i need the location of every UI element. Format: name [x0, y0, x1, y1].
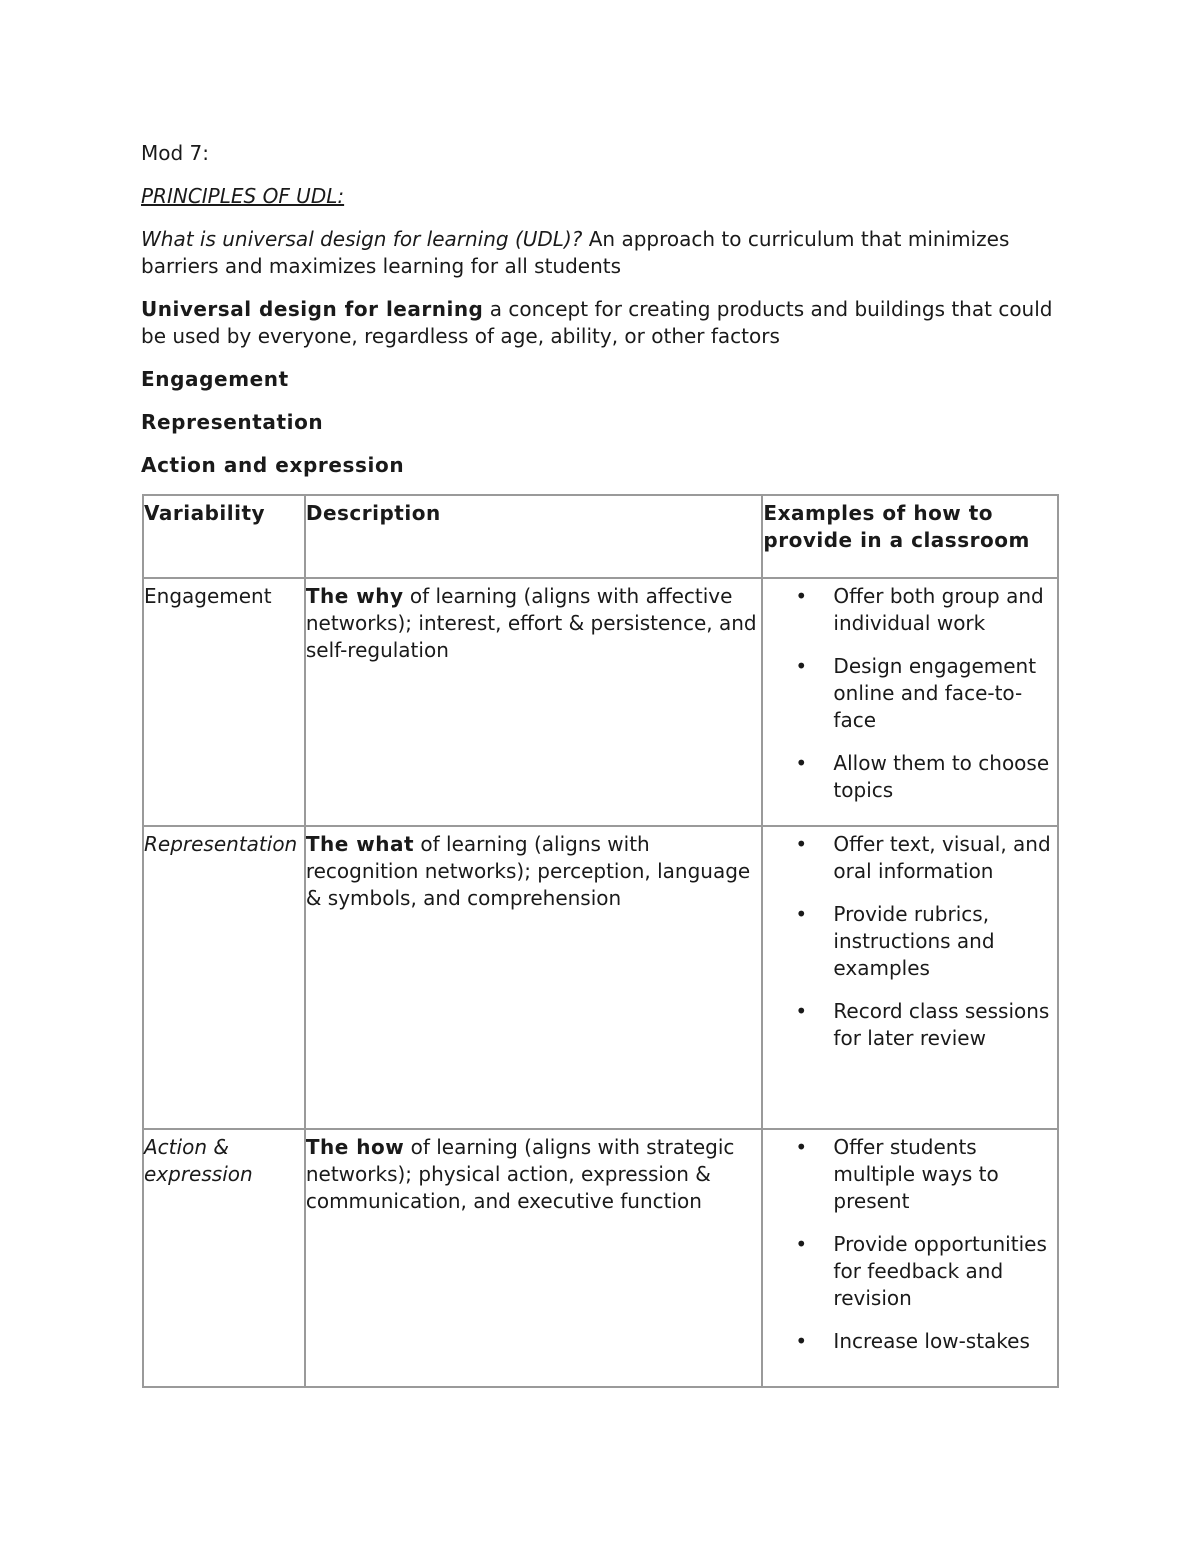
table-row [143, 826, 1058, 1129]
bullet-icon: • [795, 1329, 808, 1353]
example-text: Design engagement online and face-to-face [833, 654, 1037, 732]
description-text: of learning (aligns with affective networks); interest, effort & persistence, and self-regulation [305, 584, 757, 662]
cell-description [305, 826, 763, 1129]
cell-examples [762, 578, 1058, 826]
bullet-icon: • [795, 902, 808, 926]
variability-label: Representation [144, 832, 298, 856]
bullet-icon: • [795, 999, 808, 1023]
description-text: of learning (aligns with strategic networks); physical action, expression & communication, and executive function [305, 1135, 735, 1213]
list-item [763, 653, 1057, 734]
table-row [143, 578, 1058, 826]
cell-examples [762, 826, 1058, 1129]
bullet-icon: • [795, 584, 808, 608]
list-item [763, 831, 1057, 885]
example-text: Offer both group and individual work [833, 584, 1044, 635]
examples-list [763, 583, 1057, 804]
list-item [763, 1134, 1057, 1215]
example-text: Provide rubrics, instructions and examples [833, 902, 995, 980]
description-bold: The how [305, 1135, 405, 1159]
table-row [143, 1129, 1058, 1387]
document-body [141, 140, 1061, 495]
bullet-icon: • [795, 751, 808, 775]
examples-list [763, 1134, 1057, 1355]
cell-examples [762, 1129, 1058, 1387]
list-item [763, 998, 1057, 1052]
heading-action-expression: Action and expression [141, 453, 405, 477]
bullet-icon: • [795, 1232, 808, 1256]
variability-label: Action & expression [144, 1135, 253, 1186]
cell-description [305, 1129, 763, 1387]
header-variability [143, 495, 305, 578]
header-examples [762, 495, 1058, 578]
udl-answer: An approach to curriculum that minimizes barriers and maximizes learning for all students [141, 227, 1010, 278]
header-examples-label: Examples of how to provide in a classroom [763, 501, 1030, 552]
description-bold: The why [305, 584, 404, 608]
variability-label: Engagement [144, 584, 272, 608]
udl-question-paragraph [141, 226, 1061, 280]
heading-engagement: Engagement [141, 367, 289, 391]
bullet-icon: • [795, 832, 808, 856]
udl-question: What is universal design for learning (UDL)? [141, 227, 583, 251]
principles-heading: PRINCIPLES OF UDL: [141, 184, 345, 208]
cell-variability [143, 1129, 305, 1387]
bullet-icon: • [795, 654, 808, 678]
list-item [763, 583, 1057, 637]
ud-definition-paragraph [141, 296, 1061, 350]
examples-list [763, 831, 1057, 1052]
bullet-icon: • [795, 1135, 808, 1159]
header-description [305, 495, 763, 578]
cell-description [305, 578, 763, 826]
header-variability-label: Variability [144, 501, 266, 525]
header-description-label: Description [305, 501, 441, 525]
list-item [763, 901, 1057, 982]
ud-term: Universal design for learning [141, 297, 484, 321]
cell-variability [143, 578, 305, 826]
example-text: Increase low-stakes [833, 1329, 1030, 1353]
udl-table [142, 494, 1059, 1388]
example-text: Offer students multiple ways to present [833, 1135, 999, 1213]
table-header-row [143, 495, 1058, 578]
cell-variability [143, 826, 305, 1129]
list-item [763, 750, 1057, 804]
example-text: Allow them to choose topics [833, 751, 1050, 802]
list-item [763, 1231, 1057, 1312]
example-text: Record class sessions for later review [833, 999, 1050, 1050]
module-title: Mod 7: [141, 141, 210, 165]
example-text: Provide opportunities for feedback and revision [833, 1232, 1047, 1310]
list-item [763, 1328, 1057, 1355]
description-bold: The what [305, 832, 415, 856]
description-text: of learning (aligns with recognition networks); perception, language & symbols, and comprehension [305, 832, 751, 910]
example-text: Offer text, visual, and oral information [833, 832, 1051, 883]
ud-definition: a concept for creating products and buildings that could be used by everyone, regardless of age, ability, or other factors [141, 297, 1053, 348]
heading-representation: Representation [141, 410, 324, 434]
